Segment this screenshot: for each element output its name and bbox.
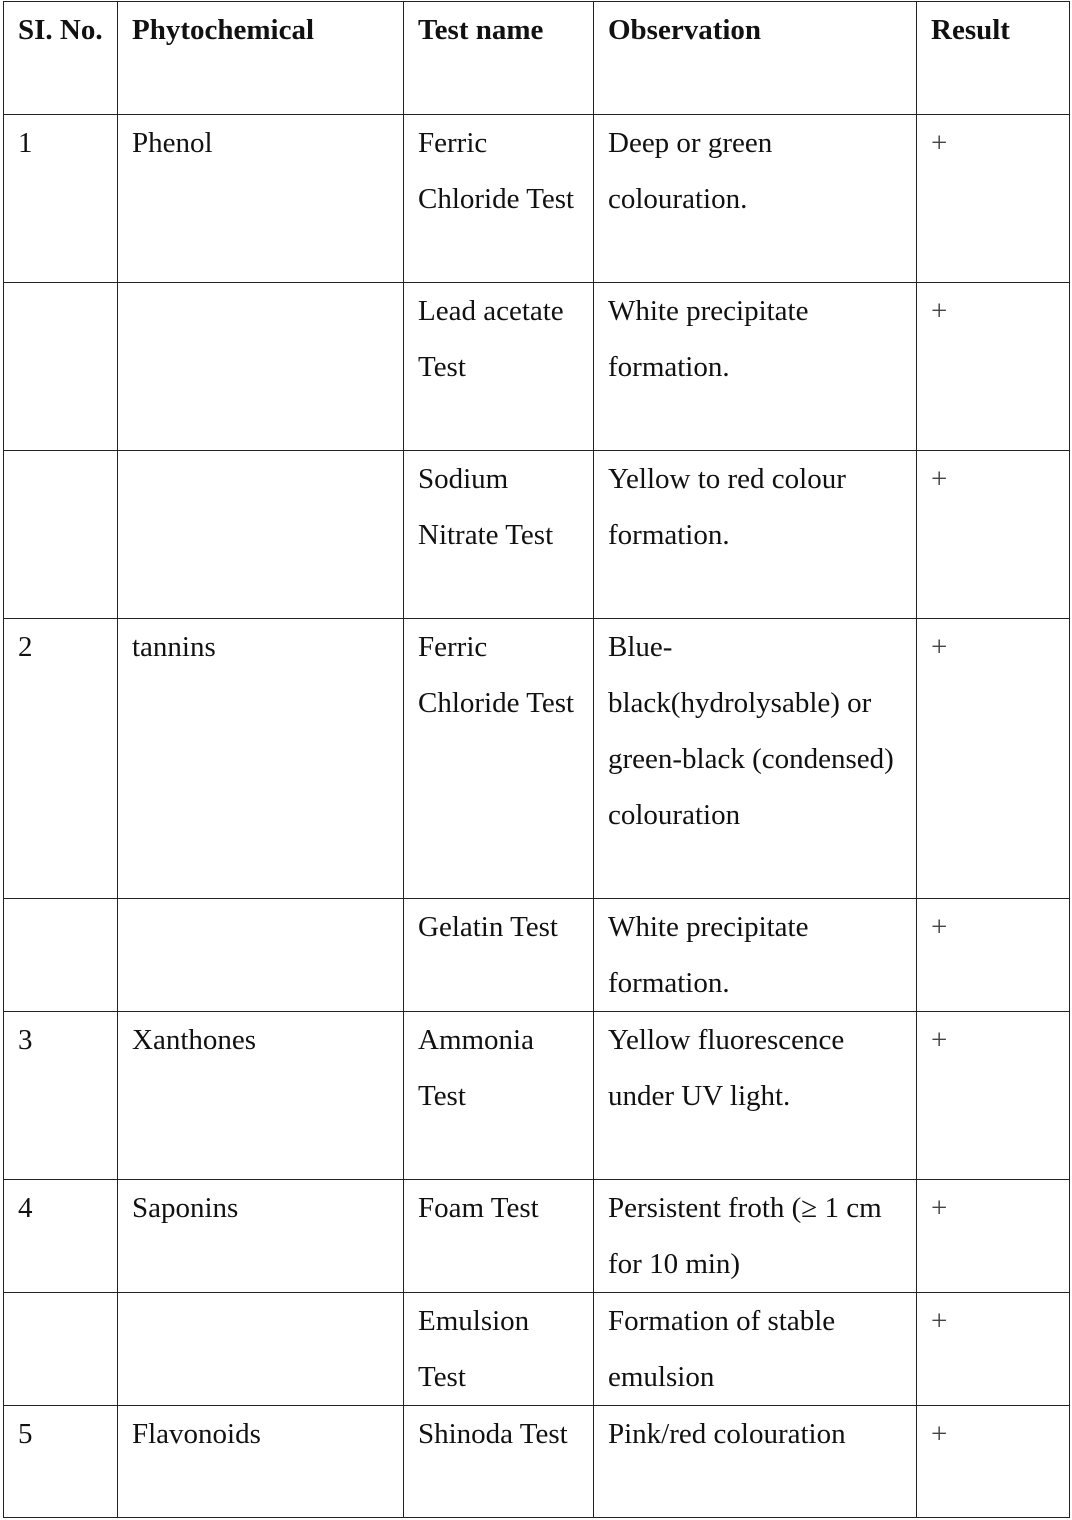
cell-test-name: Ferric Chloride Test	[404, 115, 594, 283]
cell-result: +	[917, 1406, 1070, 1518]
cell-observation: White precipitate formation.	[594, 283, 917, 451]
cell-observation: White precipitate formation.	[594, 899, 917, 1012]
header-phytochemical: Phytochemical	[118, 2, 404, 115]
table-row	[4, 283, 1070, 451]
cell-phytochemical	[118, 1293, 404, 1406]
cell-result: +	[917, 115, 1070, 283]
table-row	[4, 451, 1070, 619]
cell-test-name: Ammonia Test	[404, 1012, 594, 1180]
cell-phytochemical	[118, 899, 404, 1012]
cell-sl-no: 3	[4, 1012, 118, 1180]
cell-test-name: Ferric Chloride Test	[404, 619, 594, 899]
cell-observation: Blue-black(hydrolysable) or green-black (condensed) colouration	[594, 619, 917, 899]
table-row	[4, 115, 1070, 283]
cell-sl-no: 5	[4, 1406, 118, 1518]
cell-sl-no	[4, 899, 118, 1012]
cell-observation: Pink/red colouration	[594, 1406, 917, 1518]
cell-phytochemical: Xanthones	[118, 1012, 404, 1180]
cell-result: +	[917, 1180, 1070, 1293]
cell-phytochemical: Saponins	[118, 1180, 404, 1293]
header-test-name: Test name	[404, 2, 594, 115]
cell-phytochemical	[118, 451, 404, 619]
cell-result: +	[917, 283, 1070, 451]
cell-phytochemical: Phenol	[118, 115, 404, 283]
header-observation: Observation	[594, 2, 917, 115]
cell-sl-no: 1	[4, 115, 118, 283]
table-row	[4, 619, 1070, 899]
cell-test-name: Emulsion Test	[404, 1293, 594, 1406]
header-sl-no: SI. No.	[4, 2, 118, 115]
cell-observation: Formation of stable emulsion	[594, 1293, 917, 1406]
table-row	[4, 1293, 1070, 1406]
cell-test-name: Foam Test	[404, 1180, 594, 1293]
phytochemical-table	[3, 1, 1070, 1518]
cell-sl-no	[4, 451, 118, 619]
header-result: Result	[917, 2, 1070, 115]
cell-observation: Yellow fluorescence under UV light.	[594, 1012, 917, 1180]
cell-phytochemical: tannins	[118, 619, 404, 899]
cell-test-name: Gelatin Test	[404, 899, 594, 1012]
cell-test-name: Sodium Nitrate Test	[404, 451, 594, 619]
cell-result: +	[917, 1293, 1070, 1406]
cell-phytochemical	[118, 283, 404, 451]
cell-sl-no	[4, 1293, 118, 1406]
cell-result: +	[917, 899, 1070, 1012]
cell-sl-no: 4	[4, 1180, 118, 1293]
table-header-row	[4, 2, 1070, 115]
cell-sl-no	[4, 283, 118, 451]
cell-observation: Yellow to red colour formation.	[594, 451, 917, 619]
cell-test-name: Shinoda Test	[404, 1406, 594, 1518]
cell-observation: Persistent froth (≥ 1 cm for 10 min)	[594, 1180, 917, 1293]
cell-sl-no: 2	[4, 619, 118, 899]
cell-observation: Deep or green colouration.	[594, 115, 917, 283]
cell-phytochemical: Flavonoids	[118, 1406, 404, 1518]
table-row	[4, 1180, 1070, 1293]
cell-result: +	[917, 619, 1070, 899]
cell-result: +	[917, 1012, 1070, 1180]
table-row	[4, 899, 1070, 1012]
cell-result: +	[917, 451, 1070, 619]
table-row	[4, 1012, 1070, 1180]
cell-test-name: Lead acetate Test	[404, 283, 594, 451]
table-row	[4, 1406, 1070, 1518]
